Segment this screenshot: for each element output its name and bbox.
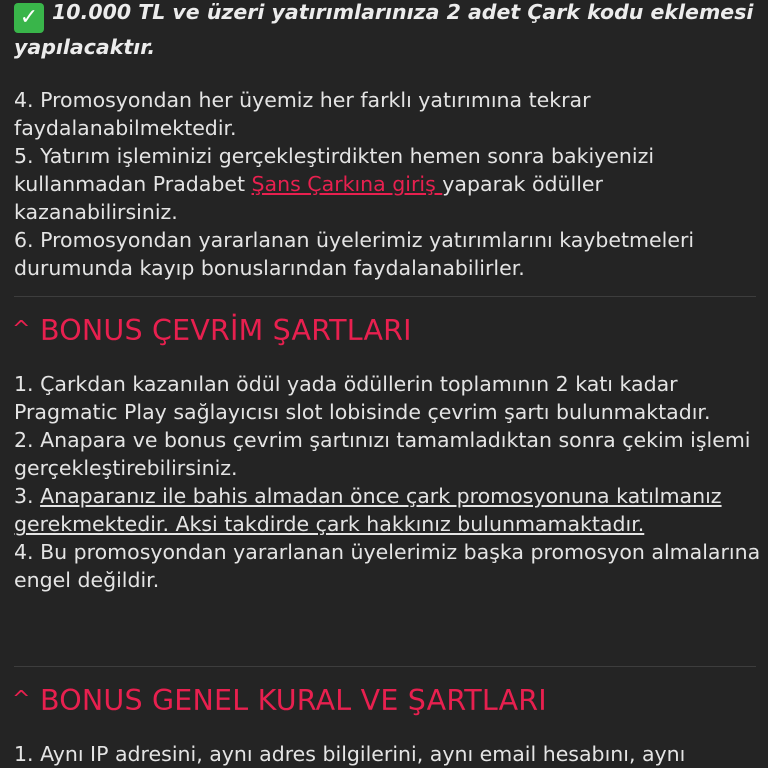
- general-rules-section-title: BONUS GENEL KURAL VE ŞARTLARI: [40, 684, 547, 717]
- general-rules-section-header[interactable]: [12, 684, 756, 717]
- wheel-of-fortune-link[interactable]: Şans Çarkına giriş: [251, 172, 443, 196]
- chevron-up-icon: ^: [12, 317, 31, 342]
- wagering-rule-3: [14, 482, 762, 538]
- promo-rules-list: [14, 86, 762, 282]
- wagering-section-title: BONUS ÇEVRİM ŞARTLARI: [40, 314, 412, 347]
- wagering-section-header[interactable]: [12, 314, 756, 347]
- promo-rule-5-text-after: yaparak ödüller kazanabilirsiniz.: [14, 172, 603, 224]
- wagering-rule-3-text: Anaparanız ile bahis almadan önce çark promosyonuna katılmanız gerekmektedir. Aksi takdirde çark hakkınız bulunmamaktadır.: [14, 484, 722, 536]
- check-mark-icon: ✓: [14, 3, 44, 33]
- promo-rule-5: [14, 142, 762, 226]
- lead-notice: [14, 0, 754, 62]
- wagering-rule-2: 2. Anapara ve bonus çevrim şartınızı tamamladıktan sonra çekim işlemi gerçekleştirebilirsiniz.: [14, 428, 751, 480]
- chevron-up-icon: ^: [12, 687, 31, 712]
- wagering-rule-4: 4. Bu promosyondan yararlanan üyelerimiz başka promosyon almalarına engel değildir.: [14, 540, 761, 592]
- wagering-rule-1: 1. Çarkdan kazanılan ödül yada ödüllerin toplamının 2 katı kadar Pragmatic Play sağlayıcısı slot lobisinde çevrim şartı bulunmaktadır.: [14, 372, 711, 424]
- general-rule-1: 1. Aynı IP adresini, aynı adres bilgilerini, aynı email hesabını, aynı: [14, 742, 686, 766]
- wagering-rules-list: [14, 370, 762, 594]
- section-divider: [14, 296, 756, 297]
- general-rules-list: [14, 740, 762, 768]
- section-divider: [14, 666, 756, 667]
- promo-rule-6: 6. Promosyondan yararlanan üyelerimiz yatırımlarını kaybetmeleri durumunda kayıp bonuslarından faydalanabilirler.: [14, 228, 695, 280]
- lead-notice-text: 10.000 TL ve üzeri yatırımlarınıza 2 adet Çark kodu eklemesi yapılacaktır.: [14, 0, 754, 59]
- wagering-rule-3-prefix: 3.: [14, 484, 41, 508]
- promo-rule-5-text-before: 5. Yatırım işleminizi gerçekleştirdikten hemen sonra bakiyenizi kullanmadan Pradabet: [14, 144, 655, 196]
- promo-rule-4: 4. Promosyondan her üyemiz her farklı yatırımına tekrar faydalanabilmektedir.: [14, 88, 591, 140]
